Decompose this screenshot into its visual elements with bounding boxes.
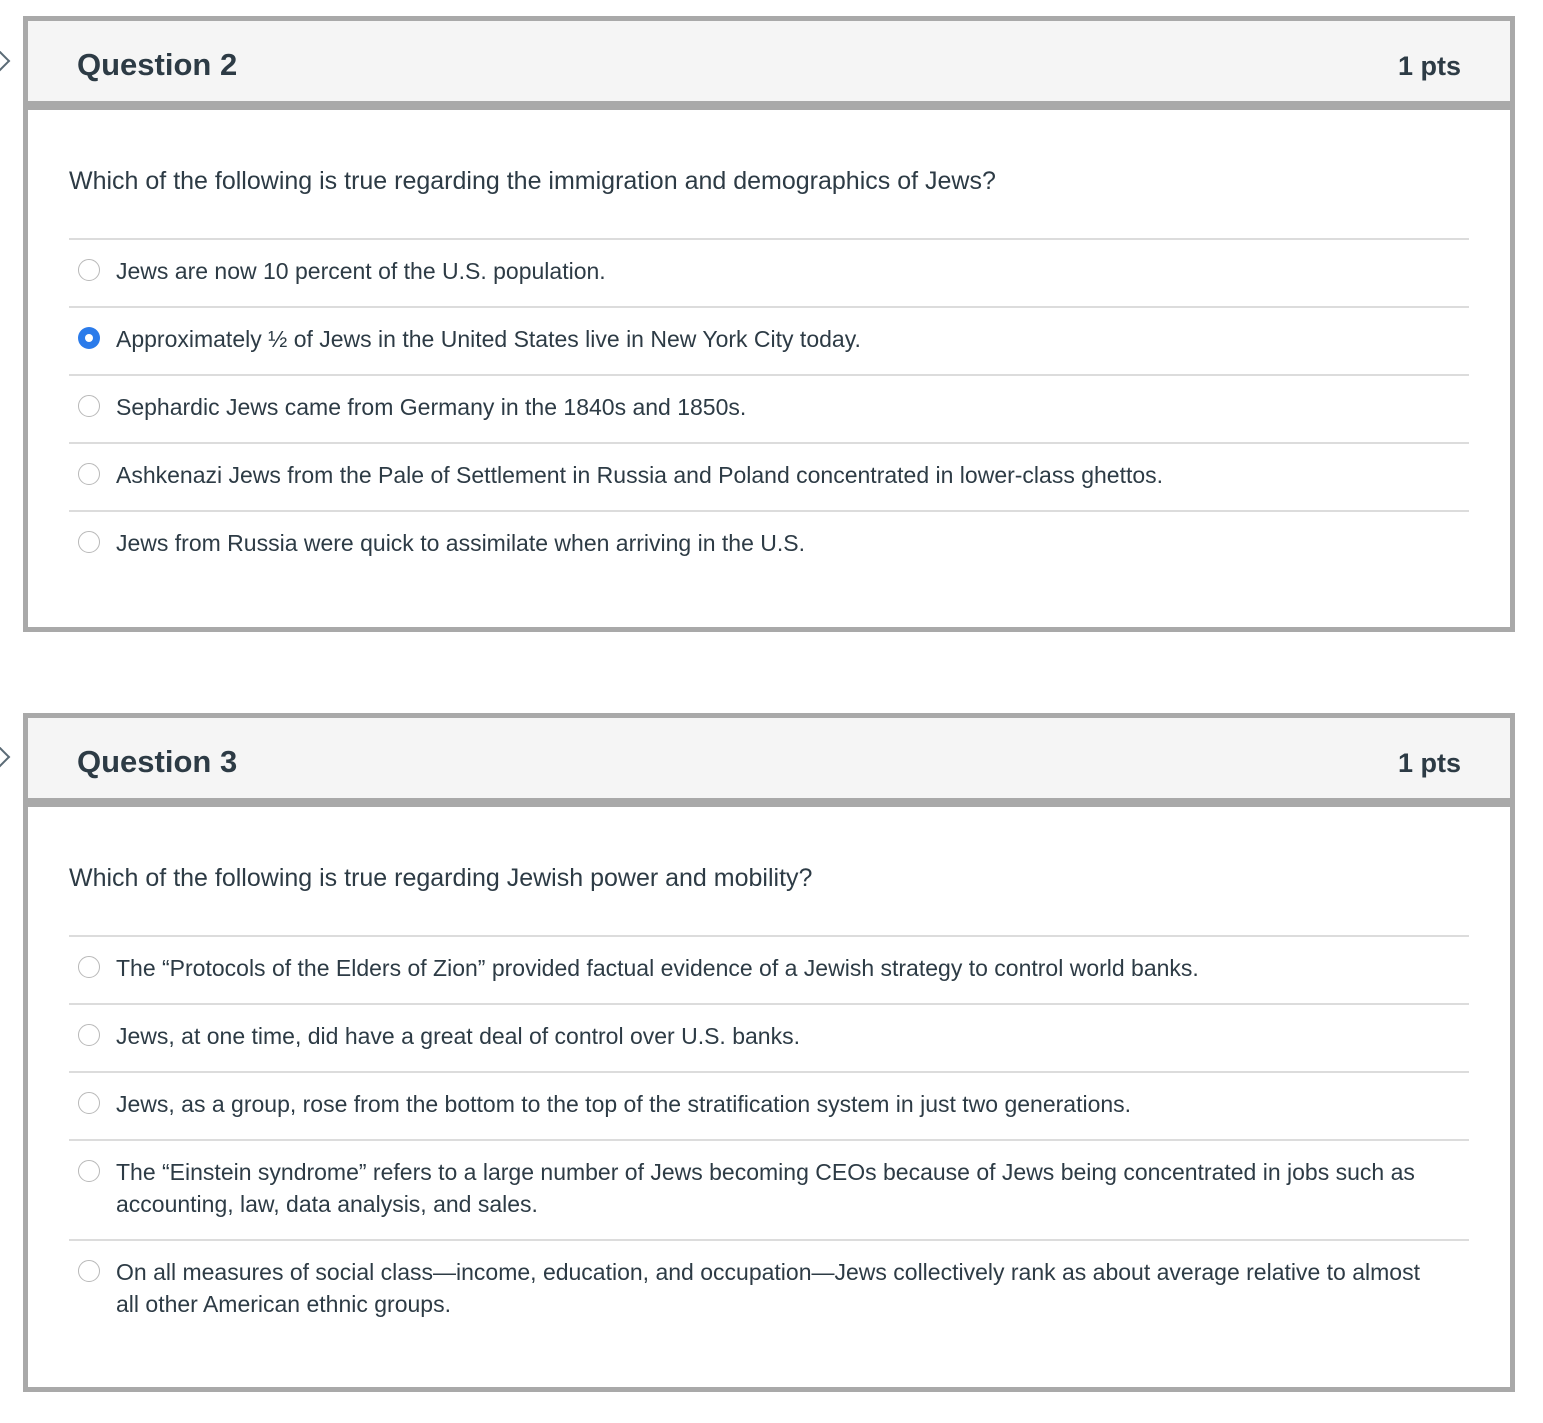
question-3-points: 1 pts xyxy=(1397,748,1461,778)
question-2-flag-marker xyxy=(0,50,10,73)
radio-button[interactable] xyxy=(78,463,100,485)
answer-label: Jews are now 10 percent of the U.S. population. xyxy=(116,258,606,284)
question-2-answers xyxy=(69,238,1469,578)
answer-option[interactable] xyxy=(69,1241,1469,1339)
answer-option[interactable] xyxy=(69,444,1469,512)
answer-label: Jews from Russia were quick to assimilate when arriving in the U.S. xyxy=(116,530,805,556)
answer-option[interactable] xyxy=(69,308,1469,376)
answer-option[interactable] xyxy=(69,1073,1469,1141)
radio-button[interactable] xyxy=(78,1092,100,1114)
radio-button[interactable] xyxy=(78,531,100,553)
radio-button[interactable] xyxy=(78,259,100,281)
answer-option[interactable] xyxy=(69,1005,1469,1073)
radio-button[interactable] xyxy=(78,1024,100,1046)
answer-option[interactable] xyxy=(69,512,1469,578)
question-2-header xyxy=(23,16,1515,110)
answer-option[interactable] xyxy=(69,937,1469,1005)
question-2-body xyxy=(28,110,1510,578)
radio-button[interactable] xyxy=(78,395,100,417)
question-3-body xyxy=(28,807,1510,1339)
radio-button-selected[interactable] xyxy=(78,327,100,349)
question-3-card xyxy=(23,713,1515,1392)
answer-label: Sephardic Jews came from Germany in the 1840s and 1850s. xyxy=(116,394,747,420)
radio-button[interactable] xyxy=(78,956,100,978)
radio-button[interactable] xyxy=(78,1160,100,1182)
answer-label: The “Protocols of the Elders of Zion” provided factual evidence of a Jewish strategy to control world banks. xyxy=(116,955,1199,981)
question-2-card xyxy=(23,16,1515,632)
question-2-text: Which of the following is true regarding the immigration and demographics of Jews? xyxy=(69,167,996,195)
answer-label: Approximately ½ of Jews in the United States live in New York City today. xyxy=(116,326,861,352)
answer-label: The “Einstein syndrome” refers to a large number of Jews becoming CEOs because of Jews being concentrated in jobs such as accounting, law, data analysis, and sales. xyxy=(116,1159,1415,1217)
answer-label: Ashkenazi Jews from the Pale of Settlement in Russia and Poland concentrated in lower-class ghettos. xyxy=(116,462,1164,488)
answer-label: Jews, at one time, did have a great deal of control over U.S. banks. xyxy=(116,1023,800,1049)
question-3-flag-marker xyxy=(0,746,10,769)
question-2-points: 1 pts xyxy=(1397,51,1461,81)
answer-label: Jews, as a group, rose from the bottom to the top of the stratification system in just two generations. xyxy=(116,1091,1132,1117)
answer-option[interactable] xyxy=(69,1141,1469,1241)
radio-button[interactable] xyxy=(78,1260,100,1282)
answer-option[interactable] xyxy=(69,240,1469,308)
question-3-header xyxy=(23,713,1515,807)
question-3-title: Question 3 xyxy=(77,744,238,779)
question-3-text: Which of the following is true regarding Jewish power and mobility? xyxy=(69,864,813,892)
question-3-answers xyxy=(69,935,1469,1339)
answer-label: On all measures of social class—income, education, and occupation—Jews collectively rank as about average relative to almost all other American ethnic groups. xyxy=(116,1259,1420,1317)
question-2-title: Question 2 xyxy=(77,47,238,82)
answer-option[interactable] xyxy=(69,376,1469,444)
